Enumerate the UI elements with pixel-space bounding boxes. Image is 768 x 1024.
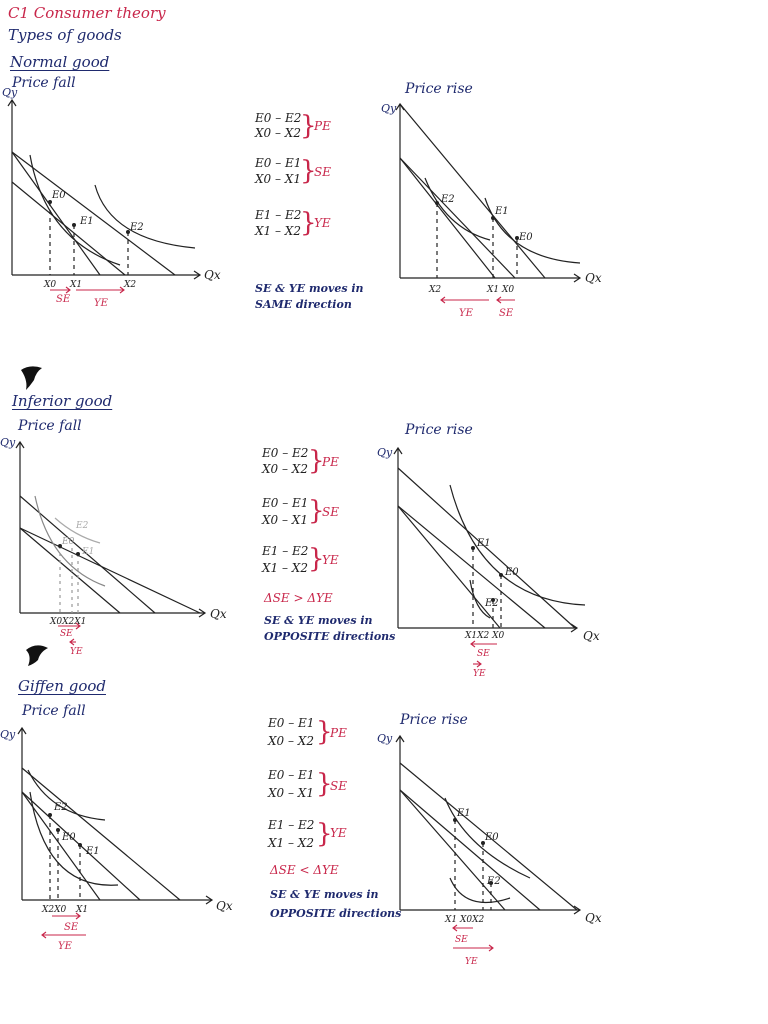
- effect-pe-line2: X0 – X2: [255, 126, 301, 140]
- arrow-se: SE: [499, 308, 514, 319]
- note-line1: SE & YE moves in: [255, 282, 364, 295]
- section-title-giffen: Giffen good: [18, 677, 106, 695]
- arrow-ye: YE: [70, 647, 83, 657]
- effect-ye-tag: YE: [330, 826, 347, 840]
- point-e1: E1: [495, 206, 509, 217]
- point-e0: E0: [62, 537, 75, 547]
- effect-se-line1: E0 – E1: [255, 156, 302, 170]
- axis-qy-label: Qy: [0, 436, 16, 449]
- brace: }: [308, 496, 325, 526]
- axis-qy-label: Qy: [0, 728, 16, 741]
- effect-ye-line1: E1 – E2: [262, 544, 309, 558]
- point-e2: E2: [487, 876, 501, 887]
- section-title-inferior: Inferior good: [12, 392, 113, 410]
- arrow-se: SE: [56, 294, 71, 305]
- axis-qy-label: Qy: [377, 446, 393, 459]
- effect-ye-line2: X1 – X2: [268, 836, 314, 850]
- tick-x2-x0: X2X0: [42, 905, 67, 915]
- tick-x2: X2: [429, 285, 442, 295]
- price-rise-label: Price rise: [405, 422, 473, 438]
- normal-rise-graph: [381, 98, 615, 328]
- effect-pe-line2: X0 – X2: [268, 734, 314, 748]
- point-e2: E2: [130, 222, 144, 233]
- tick-x1-x0-x2: X1 X0X2: [445, 915, 485, 925]
- tick-x1: X1: [76, 905, 89, 915]
- arrow-se: SE: [455, 935, 468, 945]
- effect-pe-line1: E0 – E1: [268, 716, 315, 730]
- effect-ye-tag: YE: [322, 553, 339, 567]
- note-line1: SE & YE moves in: [264, 614, 373, 627]
- effect-se-line2: X0 – X1: [255, 172, 301, 186]
- topic-title: Types of goods: [8, 26, 122, 44]
- effect-pe-line2: X0 – X2: [262, 462, 308, 476]
- normal-fall-graph: [0, 86, 230, 320]
- effect-pe-tag: PE: [330, 726, 347, 740]
- brace: }: [300, 208, 317, 238]
- tick-x1: X1: [70, 280, 83, 290]
- effect-ye-line1: E1 – E2: [255, 208, 302, 222]
- brace: }: [316, 769, 333, 799]
- effect-compare: ΔSE < ΔYE: [270, 863, 339, 877]
- effect-pe-line1: E0 – E2: [262, 446, 309, 460]
- point-e2: E2: [485, 598, 499, 609]
- axis-qx-label: Qx: [216, 899, 233, 913]
- point-e1: E1: [86, 846, 100, 857]
- arrow-se: SE: [64, 922, 79, 933]
- effect-se-tag: SE: [322, 505, 339, 519]
- point-e0: E0: [519, 232, 533, 243]
- note-line2: SAME direction: [255, 298, 352, 311]
- arrow-ye: YE: [473, 669, 486, 679]
- ink-mark-icon: [22, 640, 52, 668]
- effect-compare: ΔSE > ΔYE: [264, 591, 333, 605]
- inferior-rise-graph: [377, 440, 615, 679]
- effect-ye-line2: X1 – X2: [255, 224, 301, 238]
- arrow-ye: YE: [94, 298, 108, 309]
- brace: }: [308, 544, 325, 574]
- section-title-normal: Normal good: [10, 53, 110, 71]
- tick-x1-x0: X1 X0: [487, 285, 515, 295]
- price-fall-label: Price fall: [18, 418, 82, 434]
- point-e0: E0: [62, 832, 76, 843]
- point-e0: E0: [485, 832, 499, 843]
- brace: }: [300, 156, 317, 186]
- effect-pe-tag: PE: [314, 119, 331, 133]
- point-e1: E1: [477, 538, 491, 549]
- point-e0: E0: [505, 567, 519, 578]
- point-e2: E2: [76, 521, 89, 531]
- effect-se-line2: X0 – X1: [262, 513, 308, 527]
- axis-qx-label: Qx: [204, 268, 221, 282]
- arrow-ye: YE: [459, 308, 473, 319]
- effect-pe-line1: E0 – E2: [255, 111, 302, 125]
- giffen-fall-graph: [0, 720, 240, 960]
- point-e2: E2: [441, 194, 455, 205]
- axis-qx-label: Qx: [210, 607, 227, 621]
- effect-ye-line2: X1 – X2: [262, 561, 308, 575]
- effect-ye-line1: E1 – E2: [268, 818, 315, 832]
- effect-pe-tag: PE: [322, 455, 339, 469]
- point-e2: E2: [54, 802, 68, 813]
- axis-qx-label: Qx: [585, 271, 602, 285]
- axis-qy-label: Qy: [377, 732, 393, 745]
- arrow-ye: YE: [58, 941, 72, 952]
- point-e1: E1: [80, 216, 94, 227]
- giffen-rise-graph: [377, 728, 615, 978]
- brace: }: [300, 111, 317, 141]
- point-e1: E1: [82, 547, 95, 557]
- axis-qy-label: Qy: [381, 102, 397, 115]
- axis-qx-label: Qx: [585, 911, 602, 925]
- note-line2: OPPOSITE directions: [264, 630, 396, 643]
- tick-x0: X0: [44, 280, 57, 290]
- inferior-fall-graph: [0, 436, 230, 657]
- brace: }: [308, 446, 325, 476]
- ink-mark-icon: [18, 362, 48, 392]
- effect-se-line1: E0 – E1: [268, 768, 315, 782]
- note-line1: SE & YE moves in: [270, 888, 379, 901]
- brace: }: [316, 819, 333, 849]
- price-fall-label: Price fall: [22, 703, 86, 719]
- axis-qx-label: Qx: [583, 629, 600, 643]
- arrow-se: SE: [477, 649, 490, 659]
- price-fall-label: Price fall: [12, 75, 76, 91]
- effect-se-line1: E0 – E1: [262, 496, 309, 510]
- tick-x1-x2-x0: X1X2 X0: [465, 631, 505, 641]
- brace: }: [316, 717, 333, 747]
- axis-qy-label: Qy: [2, 86, 18, 99]
- point-e0: E0: [52, 190, 66, 201]
- effect-se-tag: SE: [314, 165, 331, 179]
- chapter-title: C1 Consumer theory: [8, 4, 166, 22]
- effect-se-line2: X0 – X1: [268, 786, 314, 800]
- arrow-se: SE: [60, 629, 73, 639]
- effect-se-tag: SE: [330, 779, 347, 793]
- price-rise-label: Price rise: [400, 712, 468, 728]
- tick-x2: X2: [124, 280, 137, 290]
- arrow-ye: YE: [465, 957, 478, 967]
- note-line2: OPPOSITE directions: [270, 907, 402, 920]
- point-e1: E1: [457, 808, 471, 819]
- price-rise-label: Price rise: [405, 81, 473, 97]
- effect-ye-tag: YE: [314, 216, 331, 230]
- tick-x0-x2-x1: X0X2X1: [50, 617, 87, 627]
